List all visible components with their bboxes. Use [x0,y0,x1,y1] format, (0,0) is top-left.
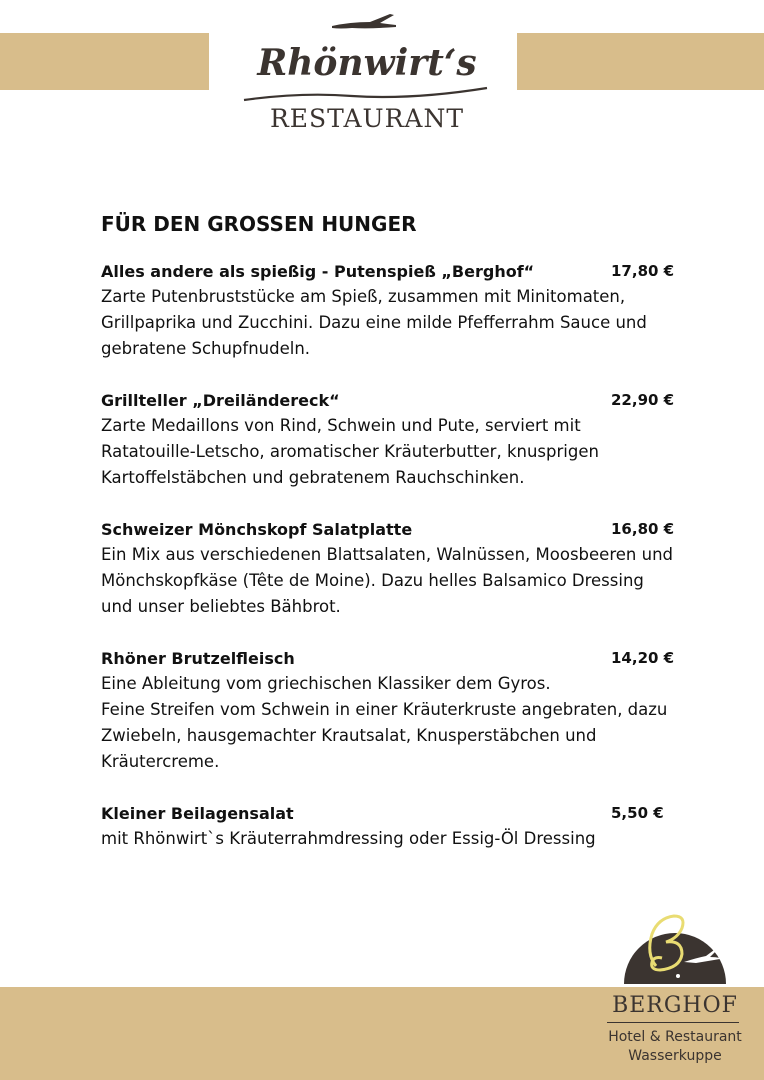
description-line: Kräutercreme. [101,752,220,771]
top-band-right [517,33,764,90]
footer-brand: BERGHOF [612,993,738,1018]
footer-divider [607,1022,739,1023]
description-line: Mönchskopfkäse (Tête de Moine). Dazu helles Balsamico Dressing [101,571,644,590]
menu-list [101,258,711,877]
dish-description [101,413,711,491]
menu-item [101,387,711,491]
dish-name: Alles andere als spießig - Putenspieß „Berghof“ [101,261,535,281]
footer-subtitle: Hotel & Restaurant [608,1029,742,1045]
dish-price: 16,80 € [611,520,675,538]
description-line: Grillpaprika und Zucchini. Dazu eine milde Pfefferrahm Sauce und [101,313,647,332]
footer-location: Wasserkuppe [628,1048,722,1064]
berghof-emblem-icon [622,896,728,988]
dish-description [101,671,711,775]
brand-subtitle: RESTAURANT [269,104,465,133]
dish-price: 14,20 € [611,649,675,667]
dish-description [101,284,711,362]
dish-price: 17,80 € [611,262,675,280]
description-line: Kartoffelstäbchen und gebratenem Rauchschinken. [101,468,525,487]
dish-price: 5,50 € [611,804,664,822]
description-line: und unser beliebtes Bähbrot. [101,597,341,616]
menu-item [101,258,711,362]
dish-name: Kleiner Beilagensalat [101,803,294,823]
menu-item [101,516,711,620]
dish-name: Rhöner Brutzelfleisch [101,648,295,668]
brand-name: Rhönwirt‘s [257,42,477,84]
dish-name: Grillteller „Dreiländereck“ [101,390,340,410]
description-line: gebratene Schupfnudeln. [101,339,311,358]
dish-name: Schweizer Mönchskopf Salatplatte [101,519,413,539]
description-line: Zarte Medaillons von Rind, Schwein und Pute, serviert mit [101,416,581,435]
glider-icon [330,10,400,34]
description-line: Zwiebeln, hausgemachter Krautsalat, Knusperstäbchen und [101,726,597,745]
section-title: FÜR DEN GROSSEN HUNGER [101,212,417,236]
logo-swoosh [242,78,492,104]
dish-description [101,826,711,852]
description-line: Eine Ableitung vom griechischen Klassiker dem Gyros. [101,674,551,693]
description-line: Ratatouille-Letscho, aromatischer Kräuterbutter, knusprigen [101,442,599,461]
menu-item [101,800,711,852]
menu-item [101,645,711,775]
description-line: Zarte Putenbruststücke am Spieß, zusammen mit Minitomaten, [101,287,626,306]
dish-price: 22,90 € [611,391,675,409]
description-line: Ein Mix aus verschiedenen Blattsalaten, Walnüssen, Moosbeeren und [101,545,673,564]
dish-description [101,542,711,620]
top-band-left [0,33,209,90]
description-line: mit Rhönwirt`s Kräuterrahmdressing oder Essig-Öl Dressing [101,829,596,848]
description-line: Feine Streifen vom Schwein in einer Kräuterkruste angebraten, dazu [101,700,668,719]
restaurant-logo [222,8,512,138]
